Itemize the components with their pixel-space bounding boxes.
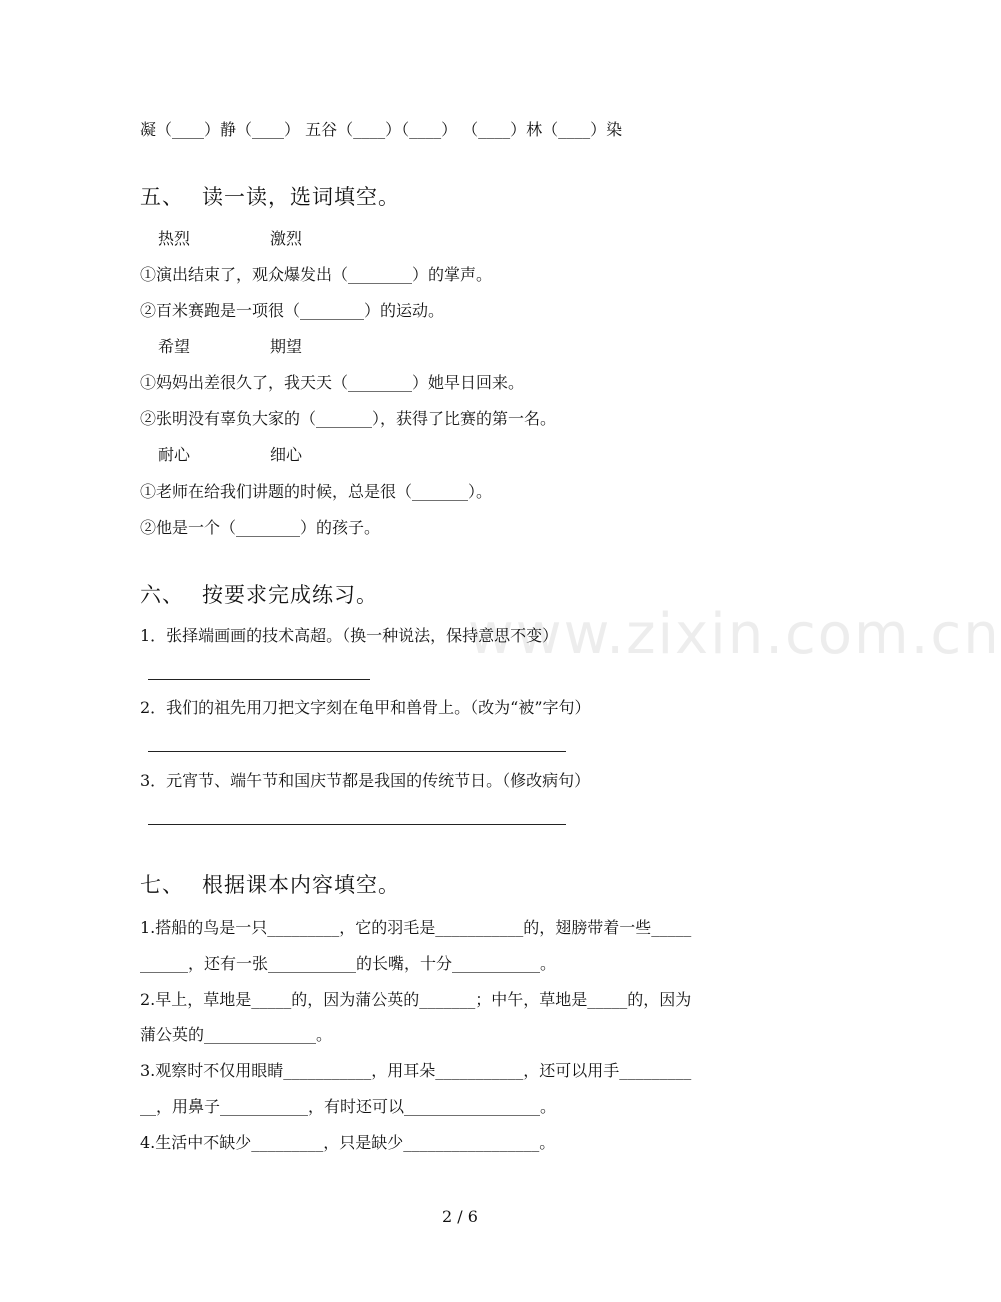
fill-blank-line: 3.观察时不仅用眼睛___________，用耳朵___________，还可以用手_________ (140, 1061, 692, 1080)
exercise-sentence: ②他是一个（________）的孩子。 (140, 518, 381, 537)
word-choice: 热烈 (158, 229, 191, 248)
section-5-title: 读一读，选词填空。 (202, 185, 400, 209)
section-6-title: 按要求完成练习。 (202, 583, 378, 607)
section-6-heading (140, 581, 378, 609)
watermark: www.zixin.com.cn (468, 602, 1001, 667)
fill-blank-line: 4.生活中不缺少_________，只是缺少_________________。 (140, 1133, 556, 1152)
answer-line (148, 751, 566, 752)
exercise-sentence: ①妈妈出差很久了，我天天（________）她早日回来。 (140, 373, 525, 392)
exercise-sentence: ②张明没有辜负大家的（_______），获得了比赛的第一名。 (140, 409, 557, 428)
section-5-number: 五、 (140, 185, 184, 209)
fill-blank-line: __，用鼻子___________，有时还可以_________________。 (140, 1097, 557, 1116)
section-6-number: 六、 (140, 583, 184, 607)
section-7-number: 七、 (140, 873, 184, 897)
exercise-item: 1．张择端画画的技术高超。（换一种说法，保持意思不变） (140, 626, 559, 645)
word-choice-pair-3 (158, 444, 302, 466)
exercise-item: 2．我们的祖先用刀把文字刻在龟甲和兽骨上。（改为“被”字句） (140, 698, 591, 717)
fill-blank-word-line: 凝（____）静（____） 五谷（____）（____） （____）林（____）染 (140, 120, 623, 139)
page-number: 2 / 6 (442, 1207, 478, 1226)
section-7-title: 根据课本内容填空。 (202, 873, 400, 897)
exercise-sentence: ①演出结束了，观众爆发出（________）的掌声。 (140, 265, 493, 284)
fill-blank-line: ______，还有一张___________的长嘴，十分___________。 (140, 954, 557, 973)
section-5-heading (140, 183, 400, 211)
word-choice: 耐心 (158, 445, 191, 464)
fill-blank-line: 2.早上，草地是_____的，因为蒲公英的_______；中午，草地是_____的，因为 (140, 990, 692, 1009)
section-7-heading (140, 871, 400, 899)
answer-line (148, 824, 566, 825)
word-choice: 激烈 (270, 229, 303, 248)
answer-line (148, 679, 370, 680)
fill-blank-line: 蒲公英的______________。 (140, 1025, 333, 1044)
fill-blank-line: 1.搭船的鸟是一只_________，它的羽毛是___________的，翅膀带着一些_____ (140, 918, 692, 937)
word-choice: 细心 (270, 445, 303, 464)
exercise-item: 3．元宵节、端午节和国庆节都是我国的传统节日。（修改病句） (140, 771, 591, 790)
exercise-sentence: ②百米赛跑是一项很（________）的运动。 (140, 301, 445, 320)
word-choice-pair-2 (158, 336, 302, 358)
word-choice: 期望 (270, 337, 303, 356)
word-choice-pair-1 (158, 228, 302, 250)
word-choice: 希望 (158, 337, 191, 356)
exercise-sentence: ①老师在给我们讲题的时候，总是很（_______）。 (140, 482, 493, 501)
